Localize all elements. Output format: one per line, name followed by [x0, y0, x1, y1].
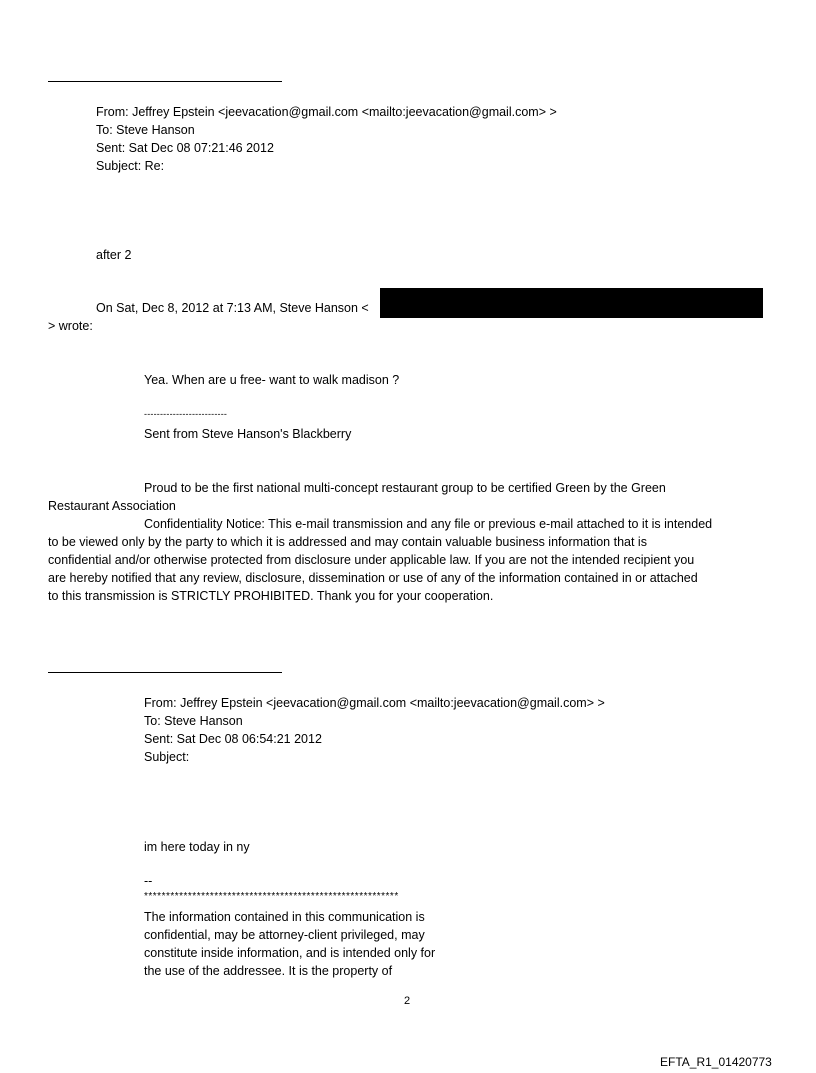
document-reference: EFTA_R1_01420773 [660, 1055, 772, 1069]
disclaimer-line-1: The information contained in this communication is [144, 910, 425, 924]
signature-separator: -------------------------- [144, 409, 228, 419]
email1-body: after 2 [96, 248, 132, 262]
email1-from: From: Jeffrey Epstein <jeevacation@gmail.com <mailto:jeevacation@gmail.com> > [96, 105, 557, 119]
confidentiality-line-3: confidential and/or otherwise protected from disclosure under applicable law. If you are not the intended recipient you [48, 553, 695, 567]
separator-line-1 [48, 81, 282, 82]
confidentiality-line-1: Confidentiality Notice: This e-mail transmission and any file or previous e-mail attached to it is intended [144, 517, 713, 531]
star-separator: ********************************************************** [144, 891, 399, 902]
email2-subject: Subject: [144, 750, 190, 764]
signature-dash: -- [144, 874, 153, 888]
email2-from: From: Jeffrey Epstein <jeevacation@gmail.com <mailto:jeevacation@gmail.com> > [144, 696, 605, 710]
email2-sent: Sent: Sat Dec 08 06:54:21 2012 [144, 732, 322, 746]
confidentiality-line-2: to be viewed only by the party to which it is addressed and may contain valuable business information that is [48, 535, 647, 549]
disclaimer-line-4: the use of the addressee. It is the property of [144, 964, 393, 978]
redaction-box [380, 288, 763, 318]
page-number: 2 [404, 995, 411, 1007]
disclaimer-line-3: constitute inside information, and is intended only for [144, 946, 436, 960]
confidentiality-line-5: to this transmission is STRICTLY PROHIBITED. Thank you for your cooperation. [48, 589, 494, 603]
quote-message: Yea. When are u free- want to walk madison ? [144, 373, 400, 387]
green-notice-line-1: Proud to be the first national multi-concept restaurant group to be certified Green by the Green [144, 481, 666, 495]
email1-subject: Subject: Re: [96, 159, 165, 173]
quote-intro: On Sat, Dec 8, 2012 at 7:13 AM, Steve Hanson < [96, 301, 369, 315]
confidentiality-line-4: are hereby notified that any review, disclosure, dissemination or use of any of the information contained in or attached [48, 571, 698, 585]
email2-body: im here today in ny [144, 840, 250, 854]
quote-intro-end: > wrote: [48, 319, 93, 333]
email1-sent: Sent: Sat Dec 08 07:21:46 2012 [96, 141, 274, 155]
email1-to: To: Steve Hanson [96, 123, 195, 137]
separator-line-2 [48, 672, 282, 673]
green-notice-line-2: Restaurant Association [48, 499, 176, 513]
signature-line: Sent from Steve Hanson's Blackberry [144, 427, 352, 441]
disclaimer-line-2: confidential, may be attorney-client privileged, may [144, 928, 425, 942]
email2-to: To: Steve Hanson [144, 714, 243, 728]
